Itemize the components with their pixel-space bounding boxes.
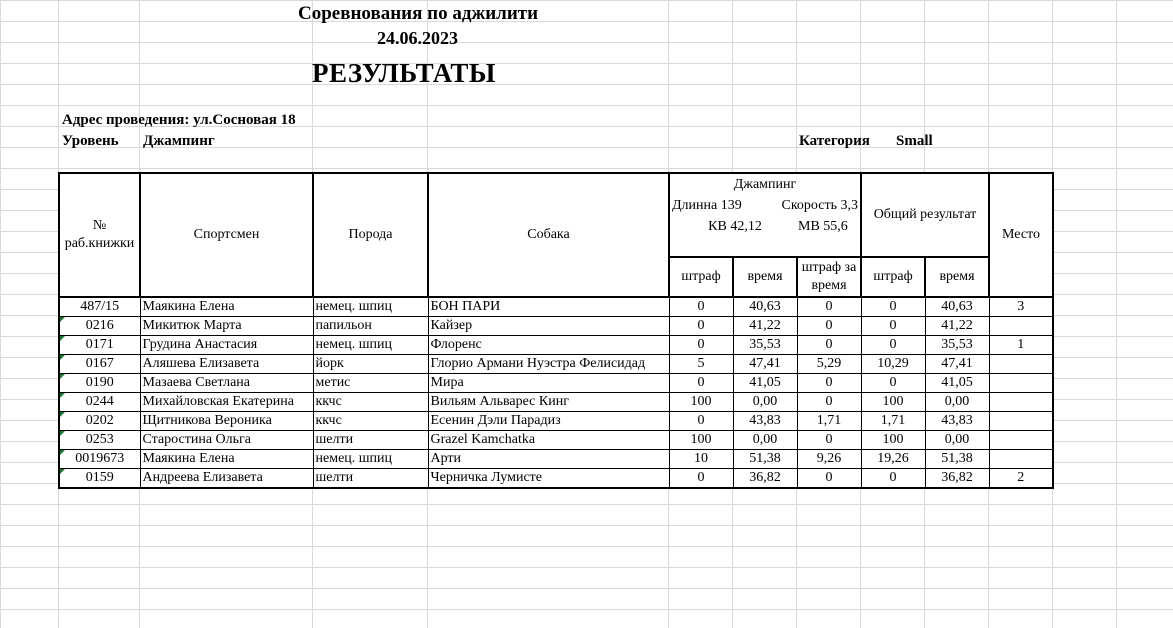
cell-dog[interactable]: Кайзер [428, 317, 669, 336]
cell-time-penalty[interactable]: 0 [797, 317, 861, 336]
cell-place[interactable] [989, 412, 1053, 431]
cell-breed[interactable]: немец. шпиц [313, 336, 428, 355]
cell-breed[interactable]: ккчс [313, 393, 428, 412]
cell-place[interactable]: 3 [989, 297, 1053, 317]
cell-total-time[interactable]: 35,53 [925, 336, 989, 355]
grid-line [1116, 0, 1117, 628]
cell-athlete[interactable]: Маякина Елена [140, 450, 313, 469]
header-breed[interactable]: Порода [313, 173, 428, 297]
table-row [59, 450, 1053, 469]
cell-place[interactable] [989, 393, 1053, 412]
cell-total-penalty[interactable]: 100 [861, 431, 925, 450]
cell-breed[interactable]: шелти [313, 469, 428, 489]
cell-total-penalty[interactable]: 1,71 [861, 412, 925, 431]
category-label[interactable]: Категория [799, 133, 870, 149]
cell-total-penalty[interactable]: 0 [861, 374, 925, 393]
header-dog[interactable]: Собака [428, 173, 669, 297]
cell-breed[interactable]: метис [313, 374, 428, 393]
cell-time[interactable]: 0,00 [733, 393, 797, 412]
cell-place[interactable] [989, 355, 1053, 374]
cell-total-time[interactable]: 0,00 [925, 393, 989, 412]
cell-breed[interactable]: немец. шпиц [313, 297, 428, 317]
cell-time-penalty[interactable]: 0 [797, 336, 861, 355]
cell-book-no[interactable]: 0167 [59, 355, 140, 374]
header-athlete[interactable]: Спортсмен [140, 173, 313, 297]
cell-time-penalty[interactable]: 0 [797, 431, 861, 450]
cell-athlete[interactable]: Маякина Елена [140, 297, 313, 317]
cell-penalty[interactable]: 100 [669, 393, 733, 412]
cell-book-no[interactable]: 0244 [59, 393, 140, 412]
cell-time-penalty[interactable]: 0 [797, 469, 861, 489]
cell-dog[interactable]: Глорио Армани Нуэстра Фелисидад [428, 355, 669, 374]
cell-athlete[interactable]: Старостина Ольга [140, 431, 313, 450]
cell-dog[interactable]: Вильям Альварес Кинг [428, 393, 669, 412]
error-marker-icon [60, 336, 65, 341]
cell-penalty[interactable]: 0 [669, 469, 733, 489]
cell-penalty[interactable]: 0 [669, 297, 733, 317]
error-marker-icon [60, 431, 65, 436]
cell-place[interactable] [989, 374, 1053, 393]
cell-penalty[interactable]: 0 [669, 336, 733, 355]
results-heading[interactable]: РЕЗУЛЬТАТЫ [312, 58, 496, 88]
cell-book-no[interactable]: 0190 [59, 374, 140, 393]
header-book-no[interactable]: № раб.книжки [59, 173, 140, 297]
table-row [59, 297, 1053, 317]
cell-total-time[interactable]: 0,00 [925, 431, 989, 450]
table-row [59, 317, 1053, 336]
cell-dog[interactable]: Черничка Лумисте [428, 469, 669, 489]
header-mv: МВ 55,6 [798, 219, 848, 234]
results-table [58, 172, 1054, 489]
cell-total-time[interactable]: 36,82 [925, 469, 989, 489]
header-overall[interactable]: Общий результат [861, 173, 989, 257]
category-value[interactable]: Small [896, 133, 933, 149]
cell-book-no[interactable]: 0019673 [59, 450, 140, 469]
cell-breed[interactable]: немец. шпиц [313, 450, 428, 469]
cell-athlete[interactable]: Мазаева Светлана [140, 374, 313, 393]
cell-book-no[interactable]: 0202 [59, 412, 140, 431]
table-row [59, 412, 1053, 431]
cell-breed[interactable]: папильон [313, 317, 428, 336]
cell-penalty[interactable]: 0 [669, 317, 733, 336]
cell-total-time[interactable]: 41,05 [925, 374, 989, 393]
cell-time-penalty[interactable]: 0 [797, 393, 861, 412]
cell-total-penalty[interactable]: 0 [861, 336, 925, 355]
header-jumping: Джампинг [733, 177, 797, 192]
cell-place[interactable] [989, 450, 1053, 469]
header-place[interactable]: Место [989, 173, 1053, 297]
error-marker-icon [60, 355, 65, 360]
cell-total-time[interactable]: 51,38 [925, 450, 989, 469]
cell-dog[interactable]: БОН ПАРИ [428, 297, 669, 317]
cell-book-no[interactable]: 0253 [59, 431, 140, 450]
cell-penalty[interactable]: 0 [669, 374, 733, 393]
cell-total-penalty[interactable]: 0 [861, 469, 925, 489]
level-label[interactable]: Уровень [62, 133, 119, 149]
table-row [59, 393, 1053, 412]
header-jumping-block[interactable] [669, 173, 861, 257]
error-marker-icon [60, 450, 65, 455]
header-speed: Скорость 3,3 [781, 198, 858, 213]
cell-penalty[interactable]: 100 [669, 431, 733, 450]
error-marker-icon [60, 412, 65, 417]
cell-total-penalty[interactable]: 100 [861, 393, 925, 412]
cell-athlete[interactable]: Аляшева Елизавета [140, 355, 313, 374]
header-overall-penalty[interactable]: штраф [861, 257, 925, 297]
cell-time-penalty[interactable]: 0 [797, 374, 861, 393]
cell-breed[interactable]: шелти [313, 431, 428, 450]
cell-time-penalty[interactable]: 9,26 [797, 450, 861, 469]
cell-penalty[interactable]: 5 [669, 355, 733, 374]
error-marker-icon [60, 317, 65, 322]
cell-athlete[interactable]: Михайловская Екатерина [140, 393, 313, 412]
error-marker-icon [60, 469, 65, 474]
cell-time[interactable]: 41,22 [733, 317, 797, 336]
cell-time[interactable]: 40,63 [733, 297, 797, 317]
cell-time-penalty[interactable]: 0 [797, 297, 861, 317]
cell-dog[interactable]: Есенин Дэли Парадиз [428, 412, 669, 431]
cell-place[interactable] [989, 431, 1053, 450]
cell-total-penalty[interactable]: 0 [861, 297, 925, 317]
document-title[interactable]: Соревнования по аджилити [298, 3, 539, 24]
cell-athlete[interactable]: Микитюк Марта [140, 317, 313, 336]
table-row [59, 355, 1053, 374]
cell-athlete[interactable]: Щитникова Вероника [140, 412, 313, 431]
cell-place[interactable]: 1 [989, 336, 1053, 355]
header-overall-time[interactable]: время [925, 257, 989, 297]
cell-penalty[interactable]: 10 [669, 450, 733, 469]
cell-penalty[interactable]: 0 [669, 412, 733, 431]
cell-time-penalty[interactable]: 1,71 [797, 412, 861, 431]
cell-total-time[interactable]: 43,83 [925, 412, 989, 431]
cell-total-time[interactable]: 47,41 [925, 355, 989, 374]
cell-athlete[interactable]: Андреева Елизавета [140, 469, 313, 489]
cell-book-no[interactable]: 487/15 [59, 297, 140, 317]
cell-total-penalty[interactable]: 0 [861, 317, 925, 336]
header-kv: КВ 42,12 [708, 219, 762, 234]
cell-athlete[interactable]: Грудина Анастасия [140, 336, 313, 355]
cell-book-no[interactable]: 0171 [59, 336, 140, 355]
table-row [59, 469, 1053, 489]
cell-breed[interactable]: йорк [313, 355, 428, 374]
table-row [59, 431, 1053, 450]
error-marker-icon [60, 374, 65, 379]
cell-place[interactable]: 2 [989, 469, 1053, 489]
competition-date[interactable]: 24.06.2023 [377, 28, 458, 48]
cell-total-time[interactable]: 40,63 [925, 297, 989, 317]
cell-total-penalty[interactable]: 10,29 [861, 355, 925, 374]
error-marker-icon [60, 393, 65, 398]
address[interactable]: Адрес проведения: ул.Сосновая 18 [62, 112, 296, 128]
table-row [59, 374, 1053, 393]
header-time-penalty[interactable]: штраф за время [797, 257, 861, 297]
cell-dog[interactable]: Grazel Kamchatka [428, 431, 669, 450]
cell-breed[interactable]: ккчс [313, 412, 428, 431]
cell-book-no[interactable]: 0216 [59, 317, 140, 336]
level-value[interactable]: Джампинг [143, 133, 215, 149]
cell-time[interactable]: 35,53 [733, 336, 797, 355]
header-penalty[interactable]: штраф [669, 257, 733, 297]
cell-dog[interactable]: Мира [428, 374, 669, 393]
header-time[interactable]: время [733, 257, 797, 297]
cell-time[interactable]: 41,05 [733, 374, 797, 393]
cell-dog[interactable]: Флоренс [428, 336, 669, 355]
cell-book-no[interactable]: 0159 [59, 469, 140, 489]
cell-total-penalty[interactable]: 19,26 [861, 450, 925, 469]
cell-dog[interactable]: Арти [428, 450, 669, 469]
cell-time[interactable]: 0,00 [733, 431, 797, 450]
table-row [59, 336, 1053, 355]
cell-time-penalty[interactable]: 5,29 [797, 355, 861, 374]
cell-place[interactable] [989, 317, 1053, 336]
cell-time[interactable]: 43,83 [733, 412, 797, 431]
cell-time[interactable]: 47,41 [733, 355, 797, 374]
cell-time[interactable]: 36,82 [733, 469, 797, 489]
cell-time[interactable]: 51,38 [733, 450, 797, 469]
cell-total-time[interactable]: 41,22 [925, 317, 989, 336]
header-length: Длинна 139 [672, 198, 742, 213]
results-body [59, 297, 1053, 488]
